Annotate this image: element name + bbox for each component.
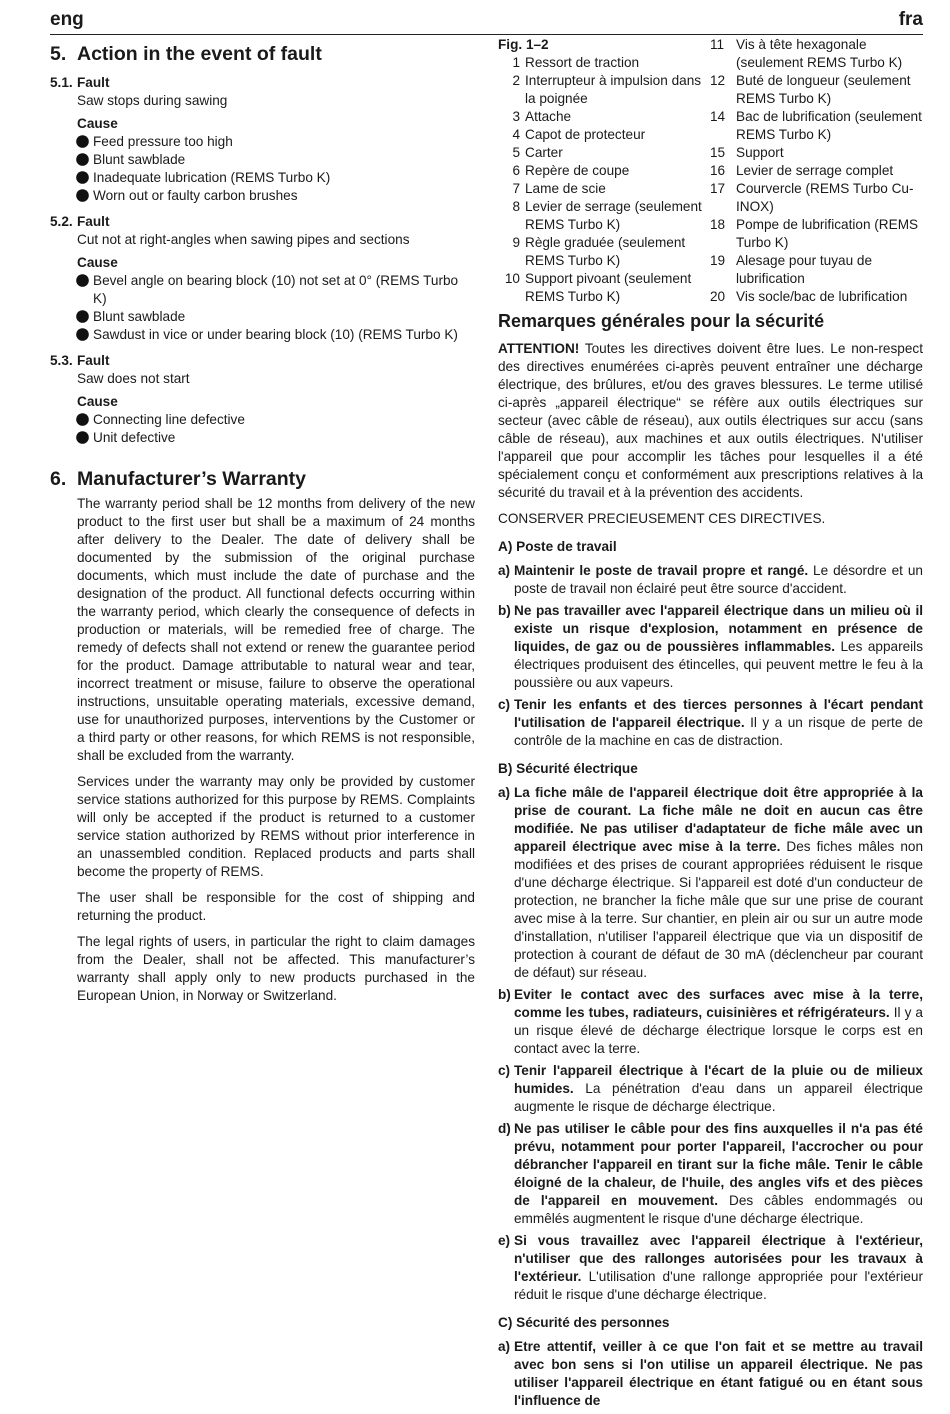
figure-item-number: 6: [512, 163, 520, 178]
page-header: [50, 8, 923, 35]
figure-item-text: Lame de scie: [525, 181, 606, 196]
safety-item-text: [514, 562, 923, 598]
safety-item: [498, 1120, 923, 1228]
cause-text: Unit defective: [93, 430, 176, 445]
figure-item: [708, 72, 923, 108]
language-left: eng: [50, 9, 84, 30]
safety-item-normal: Les appareils électriques produisent des étincelles, qui peuvent mettre le feu à la poussière ou aux vapeurs.: [514, 639, 923, 690]
safety-item-bold: Ne pas utiliser le câble pour des fins auxquelles il n'a pas été prévu, notamment pour porter l'appareil, l'accrocher ou pour débrancher l'appareil en tirant sur la fiche mâle. Tenir le câble éloigné de la chaleur, de l'huile, des angles vifs et des pièces de l'appareil en mouvement.: [514, 1121, 923, 1208]
figure-item: [708, 162, 923, 180]
figure-item-number: 10: [504, 271, 520, 286]
attention-paragraph: ATTENTION! Toutes les directives doivent être lues. Le non-respect des directives enumérées ci-après peuvent entraîner une décharge électrique, des brûlures, et/ou des graves blessures. Le terme utilisé ci-après „appareil électrique“ se réfère aux outils électriques sur secteur (avec câble de réseau), aux outils électriques sur accu (sans câble de réseau), aux machines et aux outils électriques. N'utiliser l'appareil que pour accomplir les tâches pour lesquelles il a été spécialement conçu et conformément aux prescriptions relatives à la sécurité du travail et à la prévention des accidents.: [498, 341, 923, 500]
fault-label: Fault: [77, 214, 110, 229]
figure-item-number: 4: [512, 127, 520, 142]
figure-item-text: Support pivoant (seulement REMS Turbo K): [525, 271, 692, 304]
cause-item: [50, 187, 475, 205]
figure-item: [498, 198, 708, 234]
right-column: [498, 36, 923, 1414]
safety-item-text: [514, 602, 923, 692]
figure-item-number: 8: [512, 199, 520, 214]
figure-item-text: Vis à tête hexagonale (seulement REMS Turbo K): [736, 37, 903, 70]
fault-list: [50, 74, 475, 447]
fault-number: 5.3.: [50, 353, 73, 368]
section-heading-5: 5. Action in the event of fault: [50, 43, 322, 65]
safety-item-text: [514, 986, 923, 1058]
figure-item-number: 19: [710, 253, 726, 268]
figure-item-number: 14: [710, 109, 726, 124]
safety-item-bold: La fiche mâle de l'appareil électrique doit être appropriée à la prise de courant. La fiche mâle ne doit en aucun cas être modifiée. Ne pas utiliser d'adaptateur de fiche mâle avec un appareil électrique avec mise à la terre.: [514, 785, 923, 854]
cause-item: [50, 429, 475, 447]
figure-item-text: Pompe de lubrification (REMS Turbo K): [736, 217, 919, 250]
bullet-icon: [76, 135, 89, 148]
cause-text: Blunt sawblade: [93, 309, 186, 324]
bullet-icon: [76, 413, 89, 426]
safety-item-letter: a): [498, 785, 511, 800]
safety-item-letter: b): [498, 987, 511, 1002]
fault-description: Cut not at right-angles when sawing pipes and sections: [77, 232, 410, 247]
fault-number: 5.2.: [50, 214, 73, 229]
figure-item: [708, 216, 923, 252]
safety-item-text: [514, 1062, 923, 1116]
bullet-icon: [76, 310, 89, 323]
cause-text: Blunt sawblade: [93, 152, 186, 167]
keep-instructions: CONSERVER PRECIEUSEMENT CES DIRECTIVES.: [498, 511, 826, 526]
fault-block: [50, 213, 475, 344]
cause-item: [50, 151, 475, 169]
safety-item: [498, 1338, 923, 1410]
safety-item-letter: d): [498, 1121, 511, 1136]
bullet-icon: [76, 274, 89, 287]
safety-item-text: [514, 1338, 923, 1410]
figure-item-text: Courvercle (REMS Turbo Cu-INOX): [736, 181, 914, 214]
safety-item-letter: c): [498, 697, 511, 712]
figure-item-text: Levier de serrage (seulement REMS Turbo K): [525, 199, 702, 232]
fault-heading: [50, 74, 475, 92]
bullet-icon: [76, 153, 89, 166]
bullet-icon: [76, 189, 89, 202]
safety-item-normal: L'utilisation d'une rallonge appropriée pour l'extérieur réduit le risque d'une décharge électrique.: [514, 1269, 923, 1302]
figure-item: [708, 36, 923, 72]
safety-item-text: [514, 696, 923, 750]
fault-block: [50, 352, 475, 447]
figure-item: [498, 234, 708, 270]
figure-title: Fig. 1–2: [498, 37, 549, 52]
figure-item-text: Levier de serrage complet: [736, 163, 894, 178]
warranty-paragraph: Services under the warranty may only be provided by customer service stations authorized for this purpose by REMS. Complaints will only be accepted if the product is returned to a customer service station authorized by REMS without prior interference in an unassembled condition. Replaced products and parts shall become the property of REMS.: [77, 774, 475, 879]
figure-item-number: 5: [512, 145, 520, 160]
figure-item: [498, 72, 708, 108]
figure-item-number: 11: [710, 37, 725, 52]
cause-item: [50, 169, 475, 187]
figure-item: [498, 180, 708, 198]
cause-item: [50, 326, 475, 344]
warranty-paragraph: The legal rights of users, in particular the right to claim damages from the Dealer, shall not be affected. This manufacturer’s warranty shall apply only to new products purchased in the European Union, in Norway or Switzerland.: [77, 934, 475, 1003]
safety-item-letter: b): [498, 603, 511, 618]
warranty-paragraph: The user shall be responsible for the cost of shipping and returning the product.: [77, 890, 475, 923]
figure-item-number: 9: [512, 235, 520, 250]
figure-item-number: 7: [512, 181, 520, 196]
bullet-icon: [76, 171, 89, 184]
safety-item-letter: c): [498, 1063, 511, 1078]
fault-number: 5.1.: [50, 75, 73, 90]
safety-item-normal: Il y a un risque de perte de contrôle de la machine en cas de distraction.: [514, 715, 923, 748]
safety-item-normal: La pénétration d'eau dans un appareil électrique augmente le risque de décharge électrique.: [514, 1081, 923, 1114]
cause-label: Cause: [77, 116, 118, 131]
safety-item-bold: Ne pas travailler avec l'appareil électrique dans un milieu où il existe un risque d'explosion, notamment en présence de liquides, de gaz ou de poussières inflammables.: [514, 603, 923, 654]
figure-item-number: 3: [512, 109, 520, 124]
warranty-text: [50, 495, 475, 1005]
cause-text: Worn out or faulty carbon brushes: [93, 188, 298, 203]
safety-sections: [498, 538, 923, 1410]
figure-item: [708, 108, 923, 144]
figure-item: [708, 144, 923, 162]
figure-item-text: Capot de protecteur: [525, 127, 646, 142]
safety-item-normal: Il y a un risque élevé de décharge électrique lorsque le corps est en contact avec la terre.: [514, 1005, 923, 1056]
figure-item: [498, 126, 708, 144]
fault-label: Fault: [77, 75, 110, 90]
fault-description: Saw stops during sawing: [77, 93, 228, 108]
figure-item-number: 2: [512, 73, 520, 88]
cause-text: Connecting line defective: [93, 412, 245, 427]
safety-item-text: [514, 784, 923, 982]
safety-item-bold: Maintenir le poste de travail propre et rangé.: [514, 563, 809, 578]
figure-item-text: Carter: [525, 145, 563, 160]
safety-item-letter: a): [498, 563, 511, 578]
safety-item: [498, 1232, 923, 1304]
safety-item-bold: Tenir l'appareil électrique à l'écart de la pluie ou de milieux humides.: [514, 1063, 923, 1096]
figure-item-text: Buté de longueur (seulement REMS Turbo K): [736, 73, 911, 106]
cause-text: Inadequate lubrication (REMS Turbo K): [93, 170, 331, 185]
figure-item: [498, 270, 708, 306]
safety-item: [498, 986, 923, 1058]
figure-item-text: Attache: [525, 109, 572, 124]
safety-item-bold: Si vous travaillez avec l'appareil électrique à l'extérieur, n'utiliser que des rallonges autorisées pour les travaux à l'extérieur.: [514, 1233, 923, 1284]
cause-label: Cause: [77, 255, 118, 270]
cause-item: [50, 411, 475, 429]
figure-item: [708, 252, 923, 288]
language-right: fra: [898, 9, 923, 30]
cause-text: Bevel angle on bearing block (10) not set at 0° (REMS Turbo K): [93, 273, 459, 306]
fault-heading: [50, 213, 475, 231]
figure-item-number: 17: [710, 181, 726, 196]
safety-item-text: [514, 1232, 923, 1304]
figure-item: [708, 180, 923, 216]
figure-item-text: Repère de coupe: [525, 163, 630, 178]
figure-item-text: Ressort de traction: [525, 55, 640, 70]
cause-text: Feed pressure too high: [93, 134, 233, 149]
safety-item-normal: Le désordre et un poste de travail non éclairé peut être source d'accident.: [514, 563, 923, 596]
figure-item-text: Support: [736, 145, 784, 160]
cause-label: Cause: [77, 394, 118, 409]
figure-item-number: 12: [710, 73, 726, 88]
safety-section-title: A) Poste de travail: [498, 539, 617, 554]
figure-item: [498, 162, 708, 180]
fault-label: Fault: [77, 353, 110, 368]
figure-legend: [498, 36, 923, 306]
figure-item-text: Alesage pour tuyau de lubrification: [736, 253, 873, 286]
safety-item: [498, 1062, 923, 1116]
fault-description: Saw does not start: [77, 371, 190, 386]
safety-item: [498, 602, 923, 692]
fault-heading: [50, 352, 475, 370]
section-heading-6: 6. Manufacturer’s Warranty: [50, 468, 307, 490]
safety-item-bold: Tenir les enfants et des tierces personnes à l'écart pendant l'utilisation de l'appareil électrique.: [514, 697, 923, 730]
bullet-icon: [76, 431, 89, 444]
safety-item-letter: e): [498, 1233, 511, 1248]
safety-item-normal: Des fiches mâles non modifiées et des prises de courant appropriées réduisent le risque d'une décharge électrique. Si l'appareil est doté d'un conducteur de protection, ne brancher la fiche mâle que sur une prise de courant avec mise à la terre. Sur chantier, en plein air ou sur un autre mode d'installation, n'utiliser l'appareil électrique que via un dispositif de protection à courant de défaut de 30 mA (déclencheur par courant de défaut) sur réseau.: [514, 839, 924, 980]
safety-item: [498, 562, 923, 598]
figure-item-number: 18: [710, 217, 726, 232]
cause-item: [50, 308, 475, 326]
fault-block: [50, 74, 475, 205]
figure-item-text: Interrupteur à impulsion dans la poignée: [525, 73, 702, 106]
figure-item-number: 20: [710, 289, 726, 304]
safety-section-title: B) Sécurité électrique: [498, 761, 638, 776]
figure-item-text: Règle graduée (seulement REMS Turbo K): [525, 235, 686, 268]
figure-item: [498, 108, 708, 126]
safety-item: [498, 784, 923, 982]
cause-item: [50, 272, 475, 308]
figure-item: [498, 144, 708, 162]
safety-item-letter: a): [498, 1339, 511, 1354]
safety-item: [498, 696, 923, 750]
safety-item-text: [514, 1120, 923, 1228]
safety-item-bold: Etre attentif, veiller à ce que l'on fait et se mettre au travail avec bon sens si l'on utilise un appareil électrique. Ne pas utiliser l'appareil électrique en étant fatigué ou en étant sous l'influence de: [514, 1339, 923, 1408]
bullet-icon: [76, 328, 89, 341]
figure-item-text: Vis socle/bac de lubrification: [736, 289, 908, 304]
cause-item: [50, 133, 475, 151]
safety-item-bold: Eviter le contact avec des surfaces avec mise à la terre, comme les tubes, radiateurs, cuisinières et réfrigérateurs.: [514, 987, 923, 1020]
safety-heading: Remarques générales pour la sécurité: [498, 311, 825, 331]
figure-item: [498, 54, 708, 72]
left-column: [50, 36, 475, 1005]
safety-section-title: C) Sécurité des personnes: [498, 1315, 670, 1330]
figure-item-number: 1: [512, 55, 520, 70]
figure-item-text: Bac de lubrification (seulement REMS Turbo K): [736, 109, 922, 142]
warranty-paragraph: The warranty period shall be 12 months from delivery of the new product to the first user but shall be a maximum of 24 months after delivery to the Dealer. The date of delivery shall be documented by the submission of the original purchase documents, which must include the date of purchase and the designation of the product. All functional defects occurring within the warranty period, which clearly the consequence of defects in production or materials, will be remedied free of charge. The remedy of defects shall not extend or renew the guarantee period for the product. Damage attributable to natural wear and tear, incorrect treatment or misuse, failure to observe the operational instructions, unsuitable operating materials, excessive demand, use for unauthorized purposes, interventions by the Customer or a third party or other reasons, for which REMS is not responsible, shall be excluded from the warranty.: [77, 496, 475, 763]
figure-item-number: 16: [710, 163, 726, 178]
safety-item-normal: Des câbles endommagés ou emmêlés augmentent le risque d'une décharge électrique.: [514, 1193, 923, 1226]
figure-item: [708, 288, 923, 306]
cause-text: Sawdust in vice or under bearing block (10) (REMS Turbo K): [93, 327, 458, 342]
figure-item-number: 15: [710, 145, 726, 160]
